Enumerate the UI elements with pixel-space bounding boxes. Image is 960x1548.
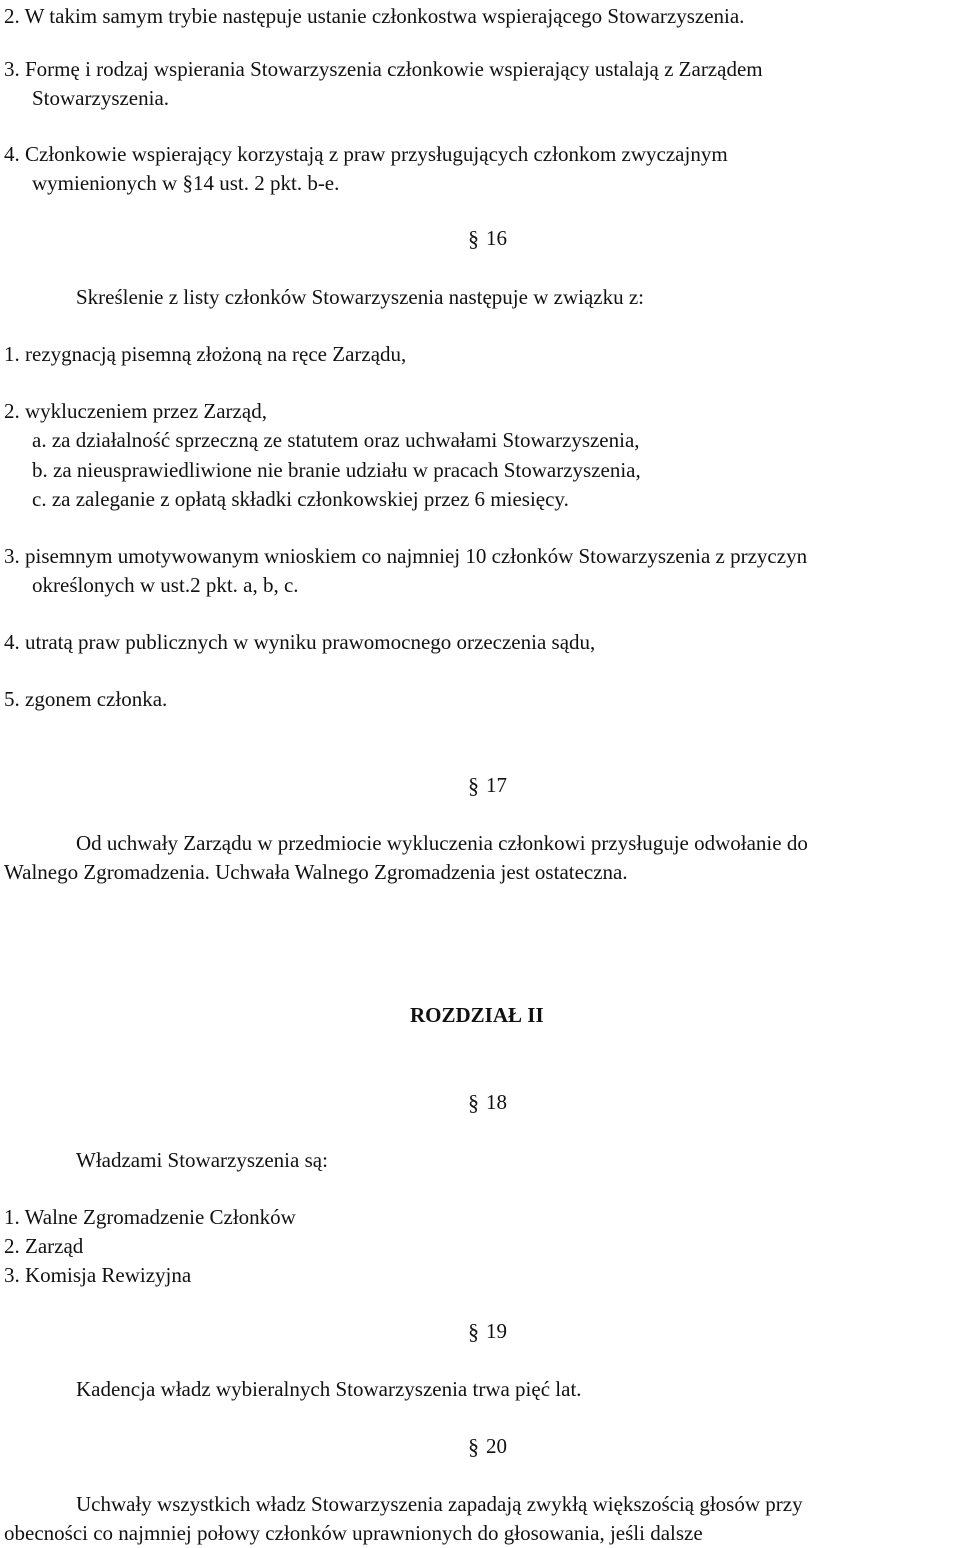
paragraph-line: wymienionych w §14 ust. 2 pkt. b-e. [32,171,340,195]
section-number: 19 [486,1319,507,1343]
list-item: 1. rezygnacją pisemną złożoną na ręce Zarządu, [4,342,407,366]
section-number: 17 [486,773,507,797]
section-number: 16 [486,226,507,250]
paragraph-line: Skreślenie z listy członków Stowarzyszenia następuje w związku z: [76,285,644,309]
list-item: 3. Komisja Rewizyjna [4,1263,192,1287]
paragraph-line: 2. W takim samym trybie następuje ustanie członkostwa wspierającego Stowarzyszenia. [4,4,745,28]
section-sign: § [468,226,479,251]
section-sign: § [468,1319,479,1344]
list-item: 1. Walne Zgromadzenie Członków [4,1205,296,1229]
paragraph-line: 3. Formę i rodzaj wspierania Stowarzyszenia członkowie wspierający ustalają z Zarządem [4,57,763,81]
paragraph-line: Władzami Stowarzyszenia są: [76,1148,328,1172]
paragraph-line: 4. Członkowie wspierający korzystają z praw przysługujących członkom zwyczajnym [4,142,728,166]
paragraph-line: Kadencja władz wybieralnych Stowarzyszenia trwa pięć lat. [76,1377,582,1401]
section-sign: § [468,1090,479,1115]
paragraph-line: Walnego Zgromadzenia. Uchwała Walnego Zgromadzenia jest ostateczna. [4,860,628,884]
list-item-continuation: określonych w ust.2 pkt. a, b, c. [32,573,299,597]
section-sign: § [468,773,479,798]
section-number: 18 [486,1090,507,1114]
chapter-heading: ROZDZIAŁ II [410,1003,544,1027]
paragraph-line: Uchwały wszystkich władz Stowarzyszenia zapadają zwykłą większością głosów przy [76,1492,803,1516]
list-item: 2. Zarząd [4,1234,84,1258]
sub-list-item: c. za zaleganie z opłatą składki członkowskiej przez 6 miesięcy. [32,487,569,511]
section-sign: § [468,1434,479,1459]
list-item: 4. utratą praw publicznych w wyniku prawomocnego orzeczenia sądu, [4,630,596,654]
list-item: 3. pisemnym umotywowanym wnioskiem co najmniej 10 członków Stowarzyszenia z przyczyn [4,544,808,568]
sub-list-item: a. za działalność sprzeczną ze statutem oraz uchwałami Stowarzyszenia, [32,428,640,452]
sub-list-item: b. za nieusprawiedliwione nie branie udziału w pracach Stowarzyszenia, [32,458,641,482]
section-number: 20 [486,1434,507,1458]
paragraph-line: Od uchwały Zarządu w przedmiocie wykluczenia członkowi przysługuje odwołanie do [76,831,808,855]
list-item: 5. zgonem członka. [4,687,168,711]
list-item: 2. wykluczeniem przez Zarząd, [4,399,267,423]
paragraph-line: Stowarzyszenia. [32,86,170,110]
paragraph-line: obecności co najmniej połowy członków uprawnionych do głosowania, jeśli dalsze [4,1521,703,1545]
